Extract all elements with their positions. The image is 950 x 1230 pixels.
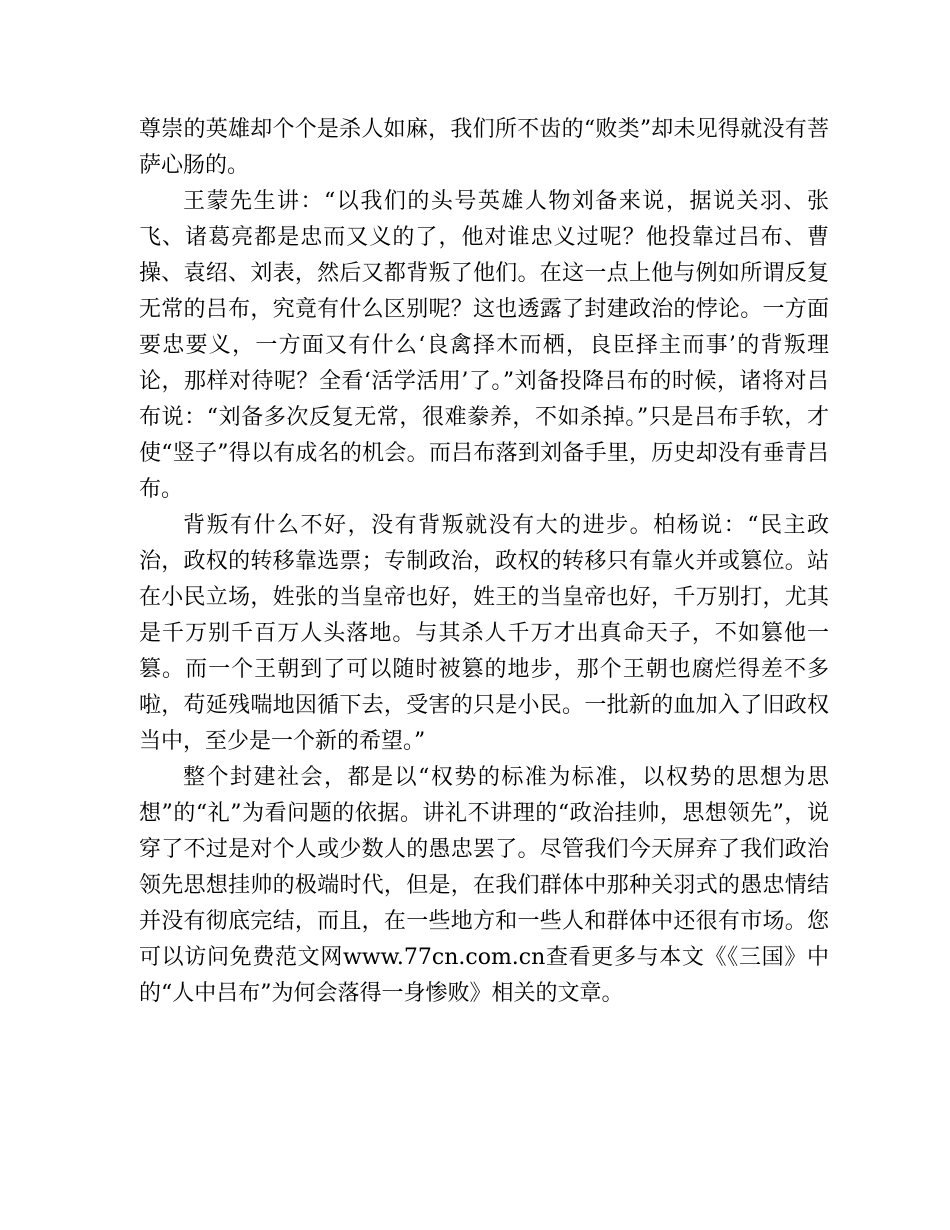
paragraph-conclusion: 整个封建社会，都是以“权势的标准为标准，以权势的思想为思想”的“礼”为看问题的依据。讲礼不讲理的“政治挂帅，思想领先”，说穿了不过是对个人或少数人的愚忠罢了。尽管我们今天屏弃了我们政治领先思想挂帅的极端时代，但是，在我们群体中那种关羽式的愚忠情结并没有彻底完结，而且，在一些地方和一些人和群体中还很有市场。您可以访问免费范文网www.77cn.com.cn查看更多与本文《《三国》中的“人中吕布”为何会落得一身惨败》相关的文章。 — [139, 765, 829, 1006]
paragraph-bo-yang-quote: 背叛有什么不好，没有背叛就没有大的进步。柏杨说：“民主政治，政权的转移靠选票；专制政治，政权的转移只有靠火并或篡位。站在小民立场，姓张的当皇帝也好，姓王的当皇帝也好，千万别打，尤其是千万别千百万人头落地。与其杀人千万才出真命天子，不如篡他一篡。而一个王朝到了可以随时被篡的地步，那个王朝也腐烂得差不多啦，苟延残喘地因循下去，受害的只是小民。一批新的血加入了旧政权当中，至少是一个新的希望。” — [139, 513, 829, 754]
paragraph-continuation: 尊崇的英雄却个个是杀人如麻，我们所不齿的“败类”却未见得就没有菩萨心肠的。 — [139, 117, 829, 178]
article-body — [139, 112, 829, 1012]
paragraph-wang-meng-quote: 王蒙先生讲：“以我们的头号英雄人物刘备来说，据说关羽、张飞、诸葛亮都是忠而又义的了，他对谁忠义过呢？他投靠过吕布、曹操、袁绍、刘表，然后又都背叛了他们。在这一点上他与例如所谓反复无常的吕布，究竟有什么区别呢？这也透露了封建政治的悖论。一方面要忠要义，一方面又有什么‘良禽择木而栖，良臣择主而事’的背叛理论，那样对待呢？全看‘活学活用’了。”刘备投降吕布的时候，诸将对吕布说：“刘备多次反复无常，很难豢养，不如杀掉。”只是吕布手软，才使“竖子”得以有成名的机会。而吕布落到刘备手里，历史却没有垂青吕布。 — [139, 189, 829, 502]
